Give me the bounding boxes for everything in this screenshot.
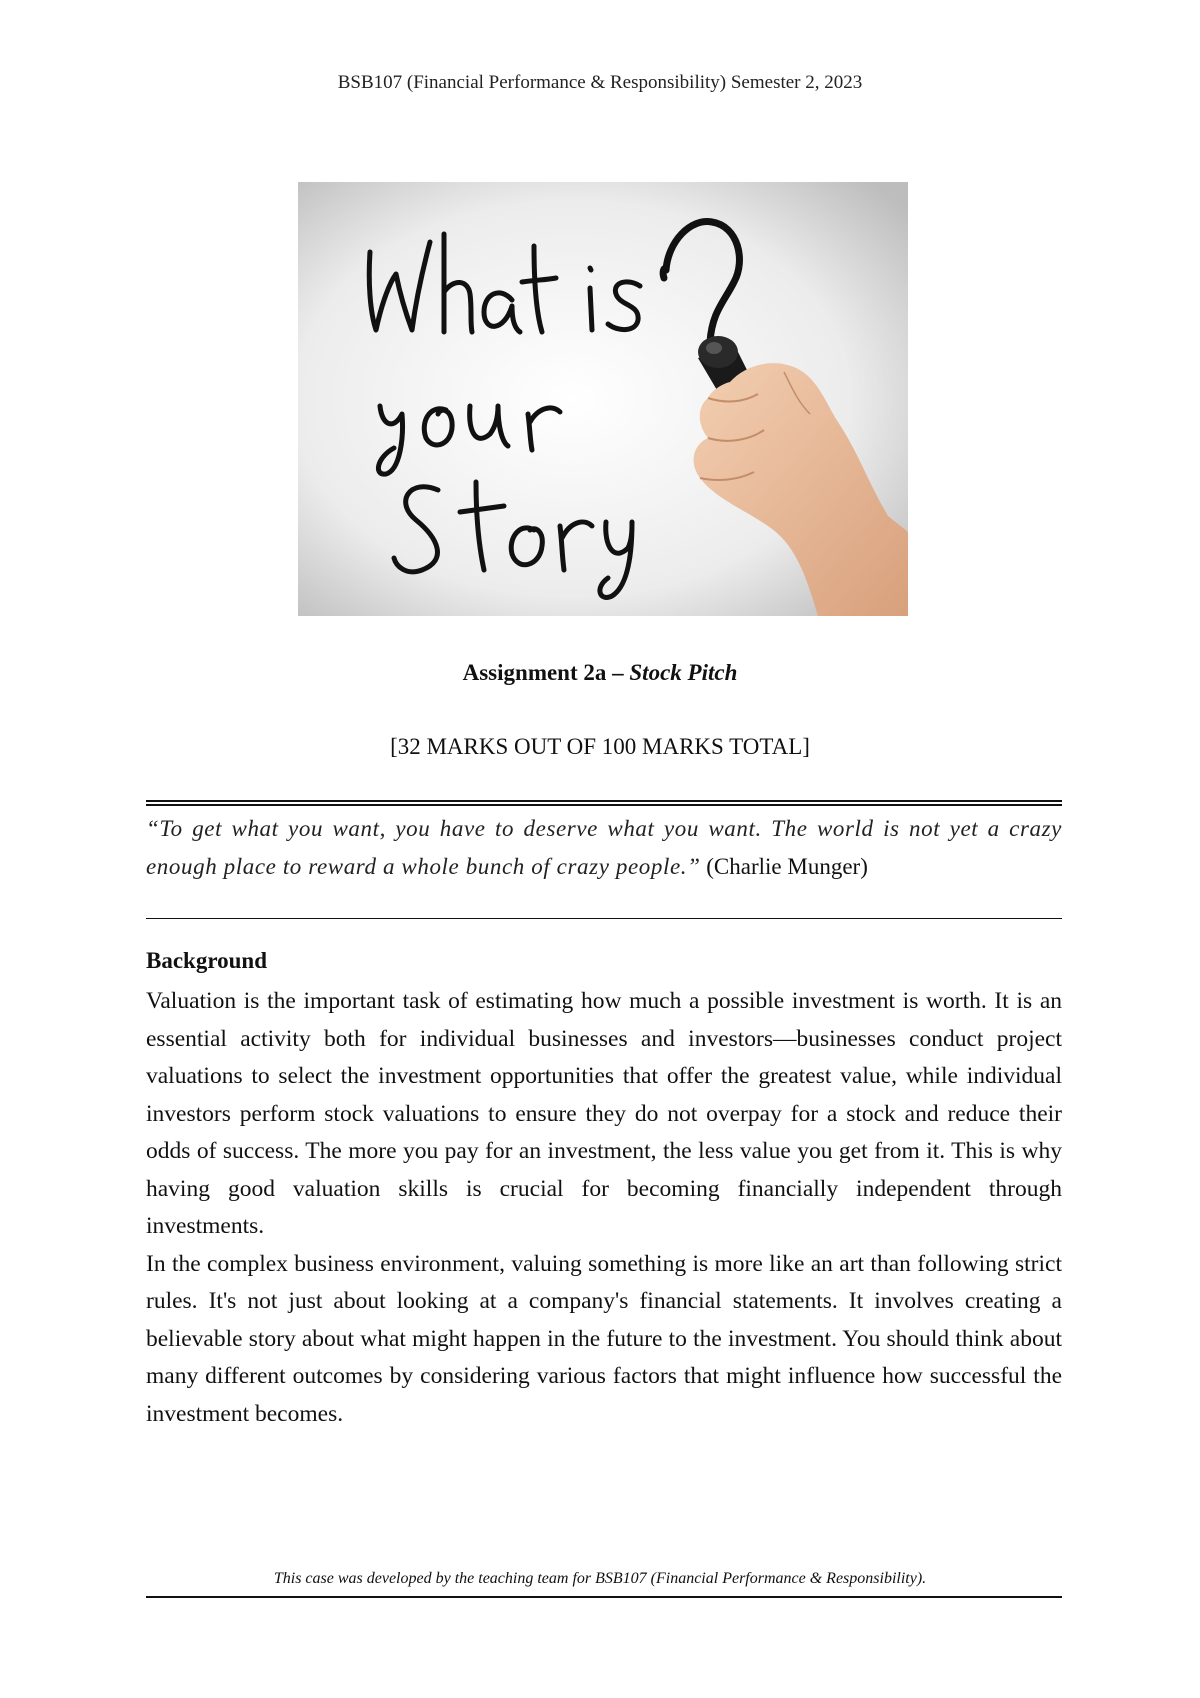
background-body <box>146 983 1062 1433</box>
page-header: BSB107 (Financial Performance & Responsibility) Semester 2, 2023 <box>337 72 863 93</box>
quote-text: “To get what you want, you have to deserve what you want. The world is not yet a crazy enough place to reward a whole bunch of crazy people.” <box>146 816 1062 879</box>
title-emphasis: Stock Pitch <box>629 660 738 685</box>
what-is-your-story-illustration <box>298 182 908 616</box>
footer-note: This case was developed by the teaching team for BSB107 (Financial Performance & Responsibility). <box>273 1570 927 1587</box>
assignment-title <box>0 660 1200 686</box>
marks-line: [32 MARKS OUT OF 100 MARKS TOTAL] <box>390 734 810 759</box>
quote-attribution: (Charlie Munger) <box>706 854 868 879</box>
hero-image <box>298 182 908 616</box>
section-heading-background: Background <box>146 948 268 973</box>
quote-top-rule <box>146 800 1062 806</box>
background-paragraph-1: Valuation is the important task of estimating how much a possible investment is worth. It is an essential activity both for individual businesses and investors—businesses conduct project valuations to select the investment opportunities that offer the greatest value, while individual investors perform stock valuations to ensure they do not overpay for a stock and reduce their odds of success. The more you pay for an investment, the less value you get from it. This is why having good valuation skills is crucial for becoming financially independent through investments. <box>146 988 1062 1239</box>
footer-rule <box>146 1596 1062 1598</box>
quote-bottom-rule <box>146 918 1062 919</box>
background-paragraph-2: In the complex business environment, valuing something is more like an art than following strict rules. It's not just about looking at a company's financial statements. It involves creating a believable story about what might happen in the future to the investment. You should think about many different outcomes by considering various factors that might influence how successful the investment becomes. <box>146 1250 1062 1427</box>
quote-block <box>146 810 1062 886</box>
title-prefix: Assignment 2a – <box>462 660 630 685</box>
